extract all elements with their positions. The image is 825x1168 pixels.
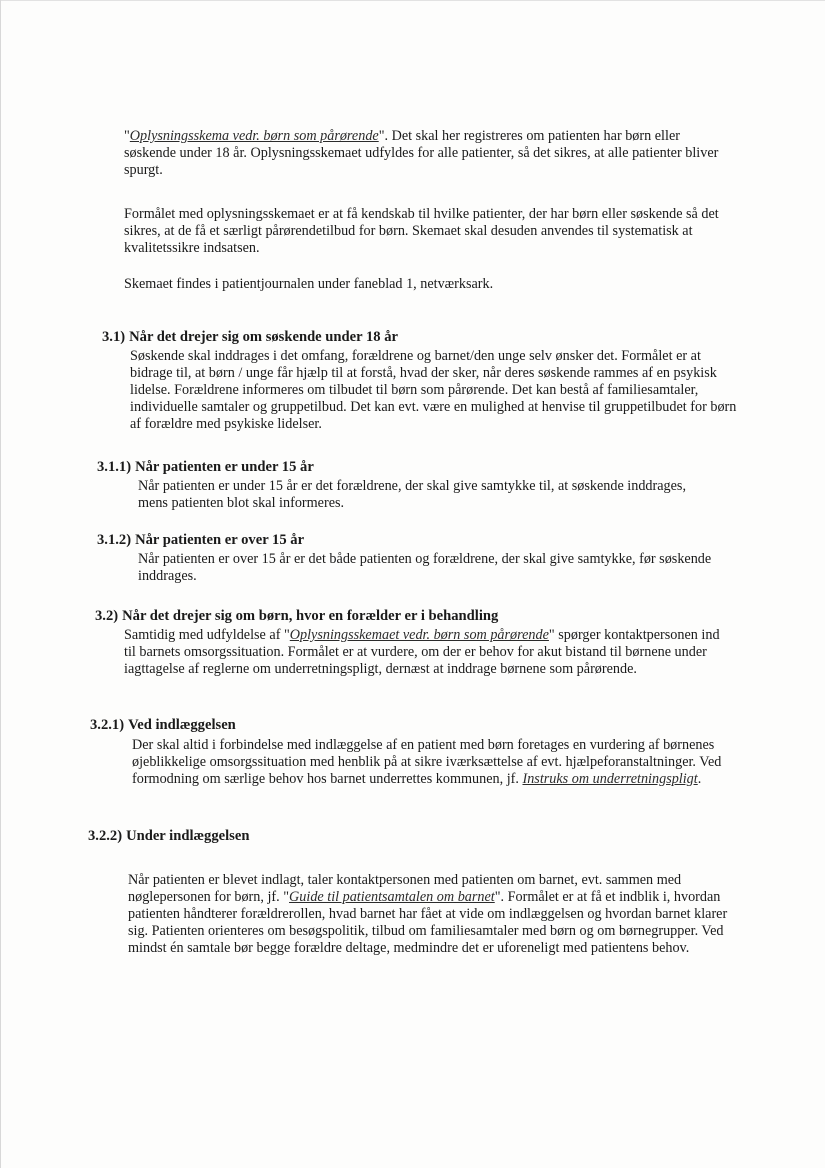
section-3-1-text: Søskende skal inddrages i det omfang, forældrene og barnet/den unge selv ønsker det. Formålet er at bidrage til, at børn / unge får hjælp til at forstå, hvad der sker, når deres søskende rammes af en psykisk lidelse. Forældrene informeres om tilbudet til børn som pårørende. Det kan bestå af familiesamtaler, individuelle samtaler og gruppetilbud. Det kan evt. være en mulighed at henvise til gruppetilbudet for børn af forældre med psykiske lidelser. — [130, 348, 737, 432]
section-3-2-2-text-end: ". Formålet er at få et indblik i, hvordan patienten håndterer forældrerollen, hvad barnet har fået at vide om indlæggelsen og hvordan barnet klarer sig. Patienten orienteres om besøgspolitik, tilbud om familiesamtaler med børn og om børnegrupper. Ved mindst én samtale bør begge forældre deltage, medmindre det er uforeneligt med patientens behov. — [128, 889, 728, 956]
section-3-1-1-body — [138, 478, 698, 512]
oplysningsskema-link[interactable]: Oplysningsskema vedr. børn som pårørende — [129, 128, 379, 144]
intro-paragraph-3-text: Skemaet findes i patientjournalen under faneblad 1, netværksark. — [124, 276, 494, 292]
section-3-2-heading — [95, 607, 498, 625]
section-3-1-heading — [102, 328, 398, 346]
section-3-2-1-title: Ved indlæggelsen — [128, 717, 236, 733]
section-3-2-body — [124, 627, 724, 678]
section-3-2-2-body — [128, 872, 728, 957]
section-3-2-title: Når det drejer sig om børn, hvor en forælder er i behandling — [122, 608, 499, 624]
section-3-2-2-number: 3.2.2) — [88, 828, 123, 844]
section-3-1-1-text: Når patienten er under 15 år er det forældrene, der skal give samtykke til, at søskende inddrages, mens patienten blot skal informeres. — [138, 478, 686, 511]
section-3-1-1-title: Når patienten er under 15 år — [135, 459, 314, 475]
section-3-2-1-text-start: Der skal altid i forbindelse med indlæggelse af en patient med børn foretages en vurdering af børnenes øjeblikkelige omsorgssituation med henblik på at sikre iværksættelse af evt. hjælpeforanstaltninger. Ved formodning om særlige behov hos barnet underrettes kommunen, jf. — [132, 737, 722, 787]
section-3-1-2-number: 3.1.2) — [97, 532, 132, 548]
section-3-2-2-text-start: Når patienten er blevet indlagt, taler kontaktpersonen med patienten om barnet, evt. sammen med nøglepersonen for børn, jf. " — [128, 872, 682, 905]
section-3-2-2-title: Under indlæggelsen — [126, 828, 250, 844]
section-3-1-1-number: 3.1.1) — [97, 459, 132, 475]
scan-border-left — [0, 0, 1, 1168]
section-3-1-2-body — [138, 551, 738, 585]
section-3-2-2-heading — [88, 827, 249, 845]
section-3-2-text-end: " spørger kontaktpersonen ind til barnets omsorgssituation. Formålet er at vurdere, om der er behov for akut bistand til børnene under iagttagelse af reglerne om underretningspligt, dernæst at inddrage børnene som pårørende. — [124, 627, 720, 677]
section-3-2-text-start: Samtidig med udfyldelse af " — [124, 627, 290, 643]
section-3-2-1-body — [132, 737, 737, 788]
intro-paragraph-2-text: Formålet med oplysningsskemaet er at få kendskab til hvilke patienter, der har børn eller søskende så det sikres, at de få et særligt pårørendetilbud for børn. Skemaet skal desuden anvendes til systematisk at kvalitetssikre indsatsen. — [124, 206, 719, 256]
section-3-1-1-heading — [97, 458, 314, 476]
section-3-2-1-text-end: . — [697, 771, 702, 787]
section-3-1-title: Når det drejer sig om søskende under 18 år — [129, 329, 399, 345]
guide-link[interactable]: Guide til patientsamtalen om barnet — [289, 889, 495, 905]
section-3-1-number: 3.1) — [102, 329, 126, 345]
instruks-link[interactable]: Instruks om underretningspligt — [522, 771, 698, 787]
section-3-1-2-heading — [97, 531, 304, 549]
intro-paragraph-1-text: ". Det skal her registreres om patienten har børn eller søskende under 18 år. Oplysningsskemaet udfyldes for alle patienter, så det sikres, at alle patienter bliver spurgt. — [124, 128, 719, 178]
section-3-1-body — [130, 348, 740, 433]
section-3-1-2-title: Når patienten er over 15 år — [135, 532, 305, 548]
section-3-2-number: 3.2) — [95, 608, 119, 624]
intro-paragraph-1: "Oplysningsskema vedr. børn som pårørende". Det skal her registreres om patienten har børn eller søskende under 18 år. Oplysningsskemaet udfyldes for alle patienter, så det sikres, at alle patienter bliver spurgt. — [124, 128, 719, 178]
intro-paragraph-3 — [124, 276, 724, 293]
oplysningsskemaet-link[interactable]: Oplysningsskemaet vedr. børn som pårørende — [289, 627, 549, 643]
section-3-1-2-text: Når patienten er over 15 år er det både patienten og forældrene, der skal give samtykke, før søskende inddrages. — [138, 551, 712, 584]
section-3-2-1-number: 3.2.1) — [90, 717, 125, 733]
scan-border-top — [0, 0, 825, 1]
section-3-2-1-heading — [90, 716, 236, 734]
intro-paragraph-2 — [124, 206, 724, 257]
